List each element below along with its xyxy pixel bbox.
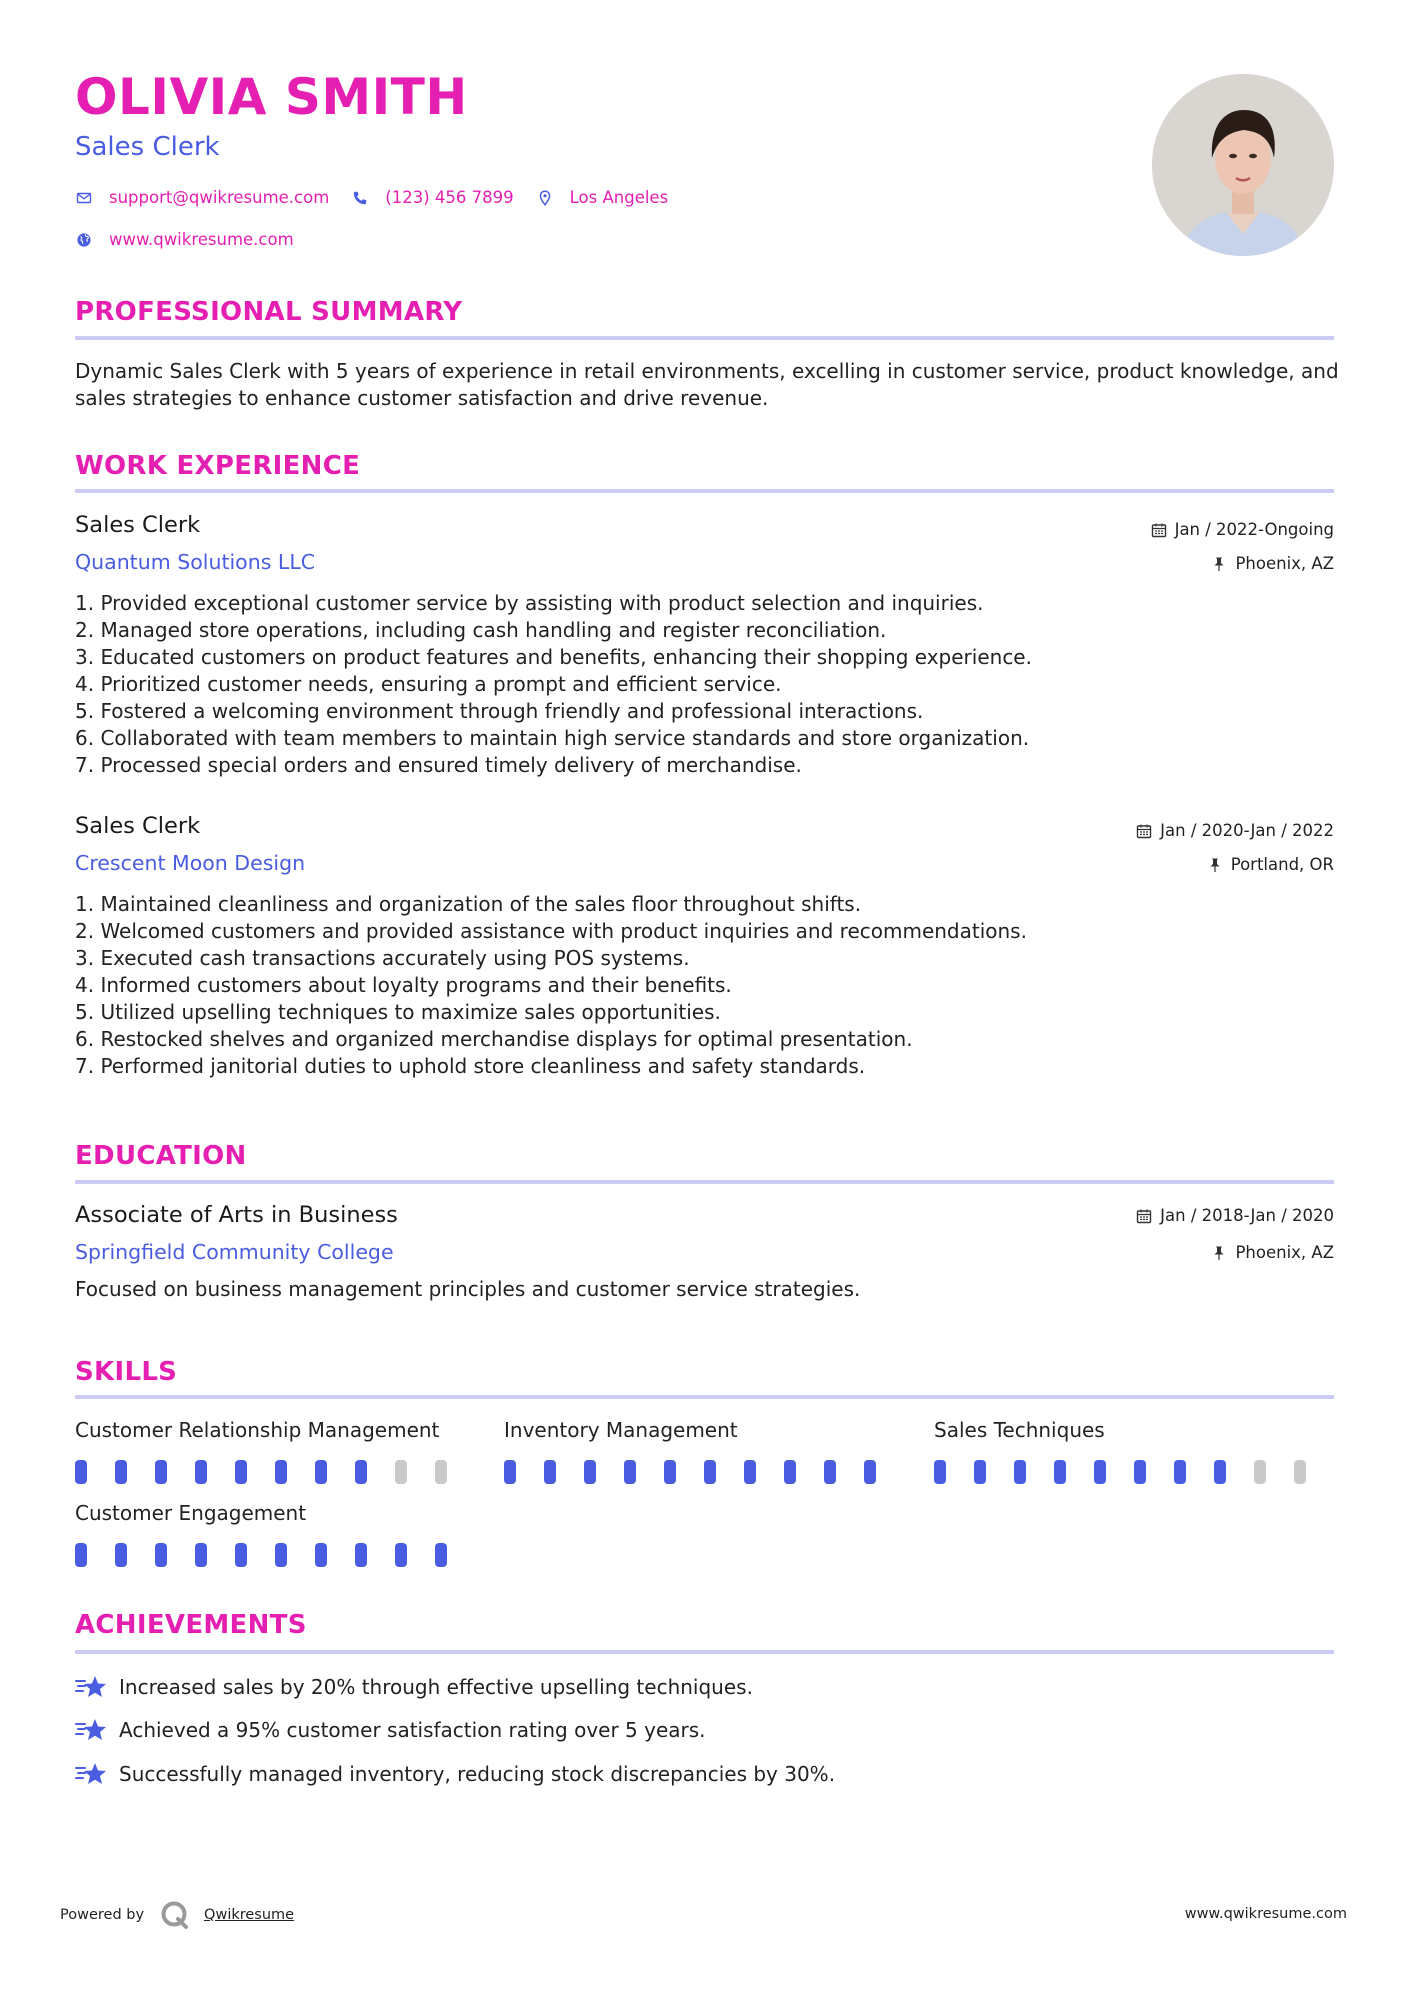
list-item: 2. Managed store operations, including cash handling and register reconciliation. bbox=[75, 618, 887, 642]
achievement-item bbox=[75, 1674, 753, 1700]
skill-dot-filled bbox=[584, 1460, 596, 1484]
job-location bbox=[1207, 855, 1334, 874]
achievement-text: Achieved a 95% customer satisfaction rating over 5 years. bbox=[119, 1718, 706, 1742]
skill-dot-empty bbox=[435, 1460, 447, 1484]
job-title: Sales Clerk bbox=[75, 512, 201, 538]
skill-dot-empty bbox=[1294, 1460, 1306, 1484]
skill-dot-filled bbox=[664, 1460, 676, 1484]
job-company: Quantum Solutions LLC bbox=[75, 550, 316, 574]
job-company: Crescent Moon Design bbox=[75, 851, 306, 875]
skill-level-dots bbox=[504, 1460, 904, 1484]
skill-dot-filled bbox=[624, 1460, 636, 1484]
skill-dot-filled bbox=[1054, 1460, 1066, 1484]
shooting-star-icon bbox=[75, 1761, 107, 1787]
list-item: 6. Restocked shelves and organized merchandise displays for optimal presentation. bbox=[75, 1027, 913, 1051]
email-text: support@qwikresume.com bbox=[109, 188, 330, 207]
skill-level-dots bbox=[75, 1543, 475, 1567]
section-divider bbox=[75, 1650, 1334, 1654]
website-text: www.qwikresume.com bbox=[109, 230, 294, 249]
calendar-icon bbox=[1151, 522, 1167, 538]
skill-dot-filled bbox=[744, 1460, 756, 1484]
skill-dot-filled bbox=[155, 1543, 167, 1567]
achievement-text: Successfully managed inventory, reducing stock discrepancies by 30%. bbox=[119, 1762, 836, 1786]
location-text: Los Angeles bbox=[569, 188, 669, 207]
achievement-item bbox=[75, 1717, 706, 1743]
calendar-icon bbox=[1136, 1208, 1152, 1224]
list-item: 3. Educated customers on product features and benefits, enhancing their shopping experience. bbox=[75, 645, 1032, 669]
contact-location bbox=[536, 188, 669, 207]
skill-item bbox=[504, 1418, 904, 1484]
globe-icon bbox=[75, 231, 93, 249]
skill-dot-filled bbox=[75, 1543, 87, 1567]
job-dates bbox=[1136, 821, 1334, 840]
candidate-role: Sales Clerk bbox=[75, 132, 220, 162]
skill-dot-filled bbox=[1094, 1460, 1106, 1484]
summary-text: Dynamic Sales Clerk with 5 years of experience in retail environments, excelling in customer service, product knowledge, and sales strategies to enhance customer satisfaction and drive revenue. bbox=[75, 359, 1339, 410]
footer-powered-by bbox=[60, 1900, 294, 1930]
skill-dot-filled bbox=[195, 1543, 207, 1567]
job-location-text: Phoenix, AZ bbox=[1235, 554, 1334, 573]
contact-website[interactable] bbox=[75, 230, 294, 249]
job-title: Sales Clerk bbox=[75, 813, 201, 839]
shooting-star-icon bbox=[75, 1674, 107, 1700]
contact-row-2 bbox=[75, 230, 316, 249]
skill-dot-empty bbox=[395, 1460, 407, 1484]
envelope-icon bbox=[75, 189, 93, 207]
job-dates bbox=[1151, 520, 1334, 539]
list-item: 1. Maintained cleanliness and organization of the sales floor throughout shifts. bbox=[75, 892, 862, 916]
list-item: 7. Performed janitorial duties to uphold store cleanliness and safety standards. bbox=[75, 1054, 866, 1078]
list-item: 3. Executed cash transactions accurately using POS systems. bbox=[75, 946, 690, 970]
list-item: 5. Fostered a welcoming environment through friendly and professional interactions. bbox=[75, 699, 924, 723]
phone-text: (123) 456 7899 bbox=[385, 188, 514, 207]
education-dates bbox=[1136, 1206, 1334, 1225]
skill-dot-empty bbox=[1254, 1460, 1266, 1484]
summary-heading: PROFESSIONAL SUMMARY bbox=[75, 297, 463, 327]
pushpin-icon bbox=[1211, 556, 1227, 572]
skills-heading: SKILLS bbox=[75, 1357, 178, 1387]
skill-name: Customer Engagement bbox=[75, 1501, 307, 1525]
job-location-text: Portland, OR bbox=[1230, 855, 1334, 874]
experience-heading: WORK EXPERIENCE bbox=[75, 451, 361, 481]
skill-name: Sales Techniques bbox=[934, 1418, 1105, 1442]
skill-dot-filled bbox=[864, 1460, 876, 1484]
skill-dot-filled bbox=[544, 1460, 556, 1484]
list-item: 5. Utilized upselling techniques to maximize sales opportunities. bbox=[75, 1000, 721, 1024]
skill-dot-filled bbox=[155, 1460, 167, 1484]
skill-item bbox=[75, 1501, 475, 1567]
contact-row bbox=[75, 188, 690, 207]
skill-dot-filled bbox=[1014, 1460, 1026, 1484]
profile-photo bbox=[1152, 74, 1334, 256]
achievements-heading: ACHIEVEMENTS bbox=[75, 1610, 307, 1640]
skill-dot-filled bbox=[395, 1543, 407, 1567]
skill-level-dots bbox=[934, 1460, 1334, 1484]
list-item: 2. Welcomed customers and provided assistance with product inquiries and recommendations. bbox=[75, 919, 1027, 943]
job-duties-list bbox=[75, 590, 1275, 779]
skill-dot-filled bbox=[704, 1460, 716, 1484]
section-divider bbox=[75, 336, 1334, 340]
skill-dot-filled bbox=[355, 1460, 367, 1484]
education-location bbox=[1211, 1243, 1334, 1262]
contact-email[interactable] bbox=[75, 188, 329, 207]
skill-dot-filled bbox=[355, 1543, 367, 1567]
list-item: 4. Informed customers about loyalty programs and their benefits. bbox=[75, 973, 732, 997]
job-dates-text: Jan / 2020-Jan / 2022 bbox=[1160, 821, 1334, 840]
skill-dot-filled bbox=[235, 1460, 247, 1484]
skill-name: Customer Relationship Management bbox=[75, 1418, 440, 1442]
skill-name: Inventory Management bbox=[504, 1418, 738, 1442]
footer-url[interactable]: www.qwikresume.com bbox=[1184, 1906, 1347, 1922]
skill-dot-filled bbox=[315, 1543, 327, 1567]
school-name: Springfield Community College bbox=[75, 1240, 394, 1264]
skill-dot-filled bbox=[275, 1543, 287, 1567]
candidate-name: OLIVIA SMITH bbox=[75, 68, 468, 126]
skill-dot-filled bbox=[75, 1460, 87, 1484]
section-divider bbox=[75, 1395, 1334, 1399]
education-dates-text: Jan / 2018-Jan / 2020 bbox=[1160, 1206, 1334, 1225]
skill-dot-filled bbox=[315, 1460, 327, 1484]
achievement-text: Increased sales by 20% through effective upselling techniques. bbox=[119, 1675, 753, 1699]
list-item: 6. Collaborated with team members to maintain high service standards and store organization. bbox=[75, 726, 1030, 750]
list-item: 7. Processed special orders and ensured timely delivery of merchandise. bbox=[75, 753, 802, 777]
skill-dot-filled bbox=[1214, 1460, 1226, 1484]
job-duties-list bbox=[75, 891, 1275, 1080]
skill-dot-filled bbox=[115, 1460, 127, 1484]
skill-dot-filled bbox=[974, 1460, 986, 1484]
list-item: 4. Prioritized customer needs, ensuring a prompt and efficient service. bbox=[75, 672, 782, 696]
skill-dot-filled bbox=[504, 1460, 516, 1484]
skill-dot-filled bbox=[934, 1460, 946, 1484]
skill-dot-filled bbox=[235, 1543, 247, 1567]
skill-dot-filled bbox=[435, 1543, 447, 1567]
powered-by-label: Powered by bbox=[60, 1907, 145, 1923]
skill-dot-filled bbox=[1174, 1460, 1186, 1484]
skill-dot-filled bbox=[784, 1460, 796, 1484]
skill-level-dots bbox=[75, 1460, 475, 1484]
map-pin-icon bbox=[536, 189, 554, 207]
skill-item bbox=[934, 1418, 1334, 1484]
skill-item bbox=[75, 1418, 475, 1484]
skill-dot-filled bbox=[824, 1460, 836, 1484]
qwikresume-logo-icon bbox=[160, 1900, 190, 1930]
education-location-text: Phoenix, AZ bbox=[1235, 1243, 1334, 1262]
pushpin-icon bbox=[1207, 857, 1223, 873]
skill-dot-filled bbox=[275, 1460, 287, 1484]
degree-title: Associate of Arts in Business bbox=[75, 1202, 398, 1228]
education-description: Focused on business management principles and customer service strategies. bbox=[75, 1277, 861, 1301]
phone-icon bbox=[351, 189, 369, 207]
skill-dot-filled bbox=[195, 1460, 207, 1484]
achievement-item bbox=[75, 1761, 835, 1787]
pushpin-icon bbox=[1211, 1245, 1227, 1261]
list-item: 1. Provided exceptional customer service by assisting with product selection and inquiries. bbox=[75, 591, 984, 615]
skill-dot-filled bbox=[1134, 1460, 1146, 1484]
education-heading: EDUCATION bbox=[75, 1141, 247, 1171]
contact-phone[interactable] bbox=[351, 188, 513, 207]
calendar-icon bbox=[1136, 823, 1152, 839]
skill-dot-filled bbox=[115, 1543, 127, 1567]
job-location bbox=[1211, 554, 1334, 573]
brand-link[interactable]: Qwikresume bbox=[204, 1907, 295, 1923]
section-divider bbox=[75, 1180, 1334, 1184]
section-divider bbox=[75, 489, 1334, 493]
job-dates-text: Jan / 2022-Ongoing bbox=[1174, 520, 1334, 539]
shooting-star-icon bbox=[75, 1717, 107, 1743]
